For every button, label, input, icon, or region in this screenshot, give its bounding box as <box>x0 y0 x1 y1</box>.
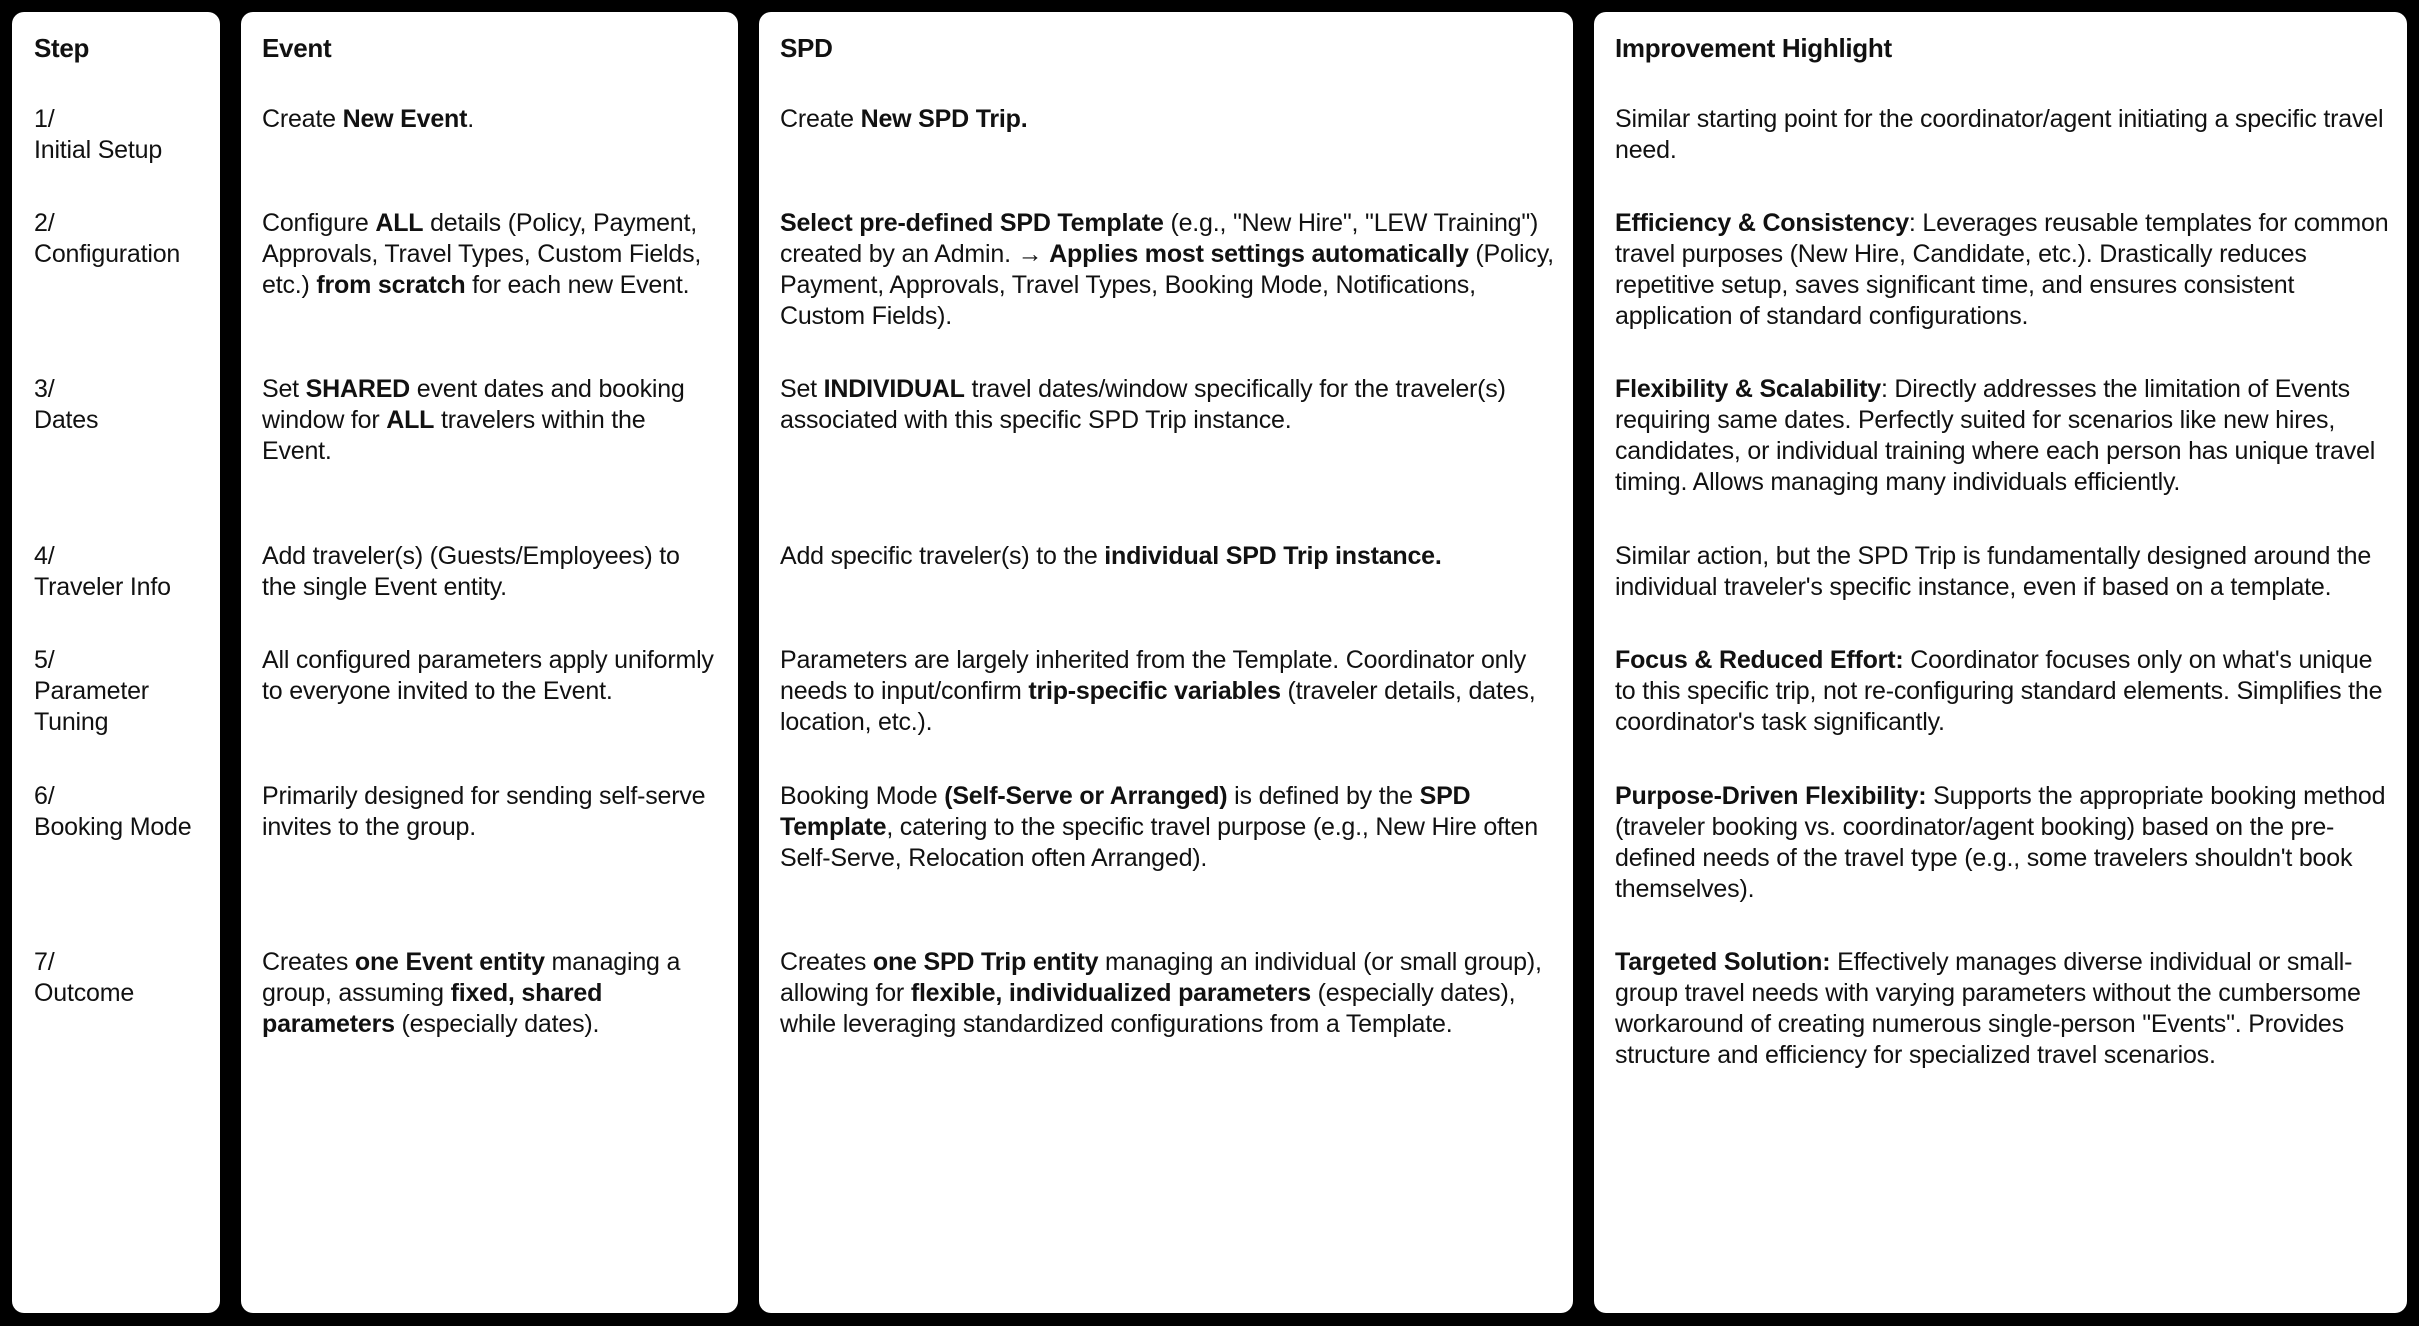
text: Creates <box>780 948 873 976</box>
text: for each new Event. <box>465 271 690 299</box>
bold-text: (Self-Serve or Arranged) <box>944 782 1228 810</box>
event-cell <box>262 104 720 135</box>
text: Configure <box>262 209 376 237</box>
bold-text: Targeted Solution: <box>1615 948 1831 976</box>
step-line: Tuning <box>34 708 109 736</box>
step-line: Booking Mode <box>34 813 192 841</box>
bold-text: from scratch <box>316 271 466 299</box>
text: event dates and booking window for <box>262 375 685 434</box>
event-cell <box>262 947 720 1040</box>
text: Create <box>780 105 861 133</box>
bold-text: Select pre-defined SPD Template <box>780 209 1164 237</box>
bold-text: Focus & Reduced Effort: <box>1615 646 1904 674</box>
text: Effectively manages diverse individual or small-group travel needs with varying parameters without the cumbersome workaround of creating numerous single-person "Events". Provides structure and efficiency for specialized travel scenarios. <box>1615 948 2361 1069</box>
text: All configured parameters apply uniformly to everyone invited to the Event. <box>262 646 714 705</box>
bold-text: New SPD Trip. <box>860 105 1028 133</box>
spd-cell <box>780 541 1555 572</box>
bold-text: one SPD Trip entity <box>872 948 1099 976</box>
text: travelers within the Event. <box>262 406 646 465</box>
spd-cell <box>780 781 1555 874</box>
bold-text: SHARED <box>305 375 411 403</box>
text: travel dates/window specifically for the traveler(s) associated with this specific SPD Trip instance. <box>780 375 1506 434</box>
bold-text: Applies most settings automatically <box>1049 240 1469 268</box>
improvement-cell <box>1615 645 2390 738</box>
bold-text: ALL <box>386 406 435 434</box>
text: Set <box>780 375 824 403</box>
spd-cell <box>780 208 1555 332</box>
event-cell <box>262 781 720 843</box>
step-line: 3/ <box>34 375 55 403</box>
bold-text: SPD Template <box>780 782 1471 841</box>
step-line: 1/ <box>34 105 55 133</box>
bold-text: fixed, shared parameters <box>262 979 603 1038</box>
spd-cell <box>780 104 1555 135</box>
text: Primarily designed for sending self-serve invites to the group. <box>262 782 706 841</box>
bold-text: New Event <box>342 105 468 133</box>
text: : Leverages reusable templates for common travel purposes (New Hire, Candidate, etc.). Drastically reduces repetitive setup, saves significant time, and ensures consistent application of standard configurations. <box>1615 209 2389 330</box>
step-line: 6/ <box>34 782 55 810</box>
step-line: Outcome <box>34 979 135 1007</box>
text: (especially dates), while leveraging standardized configurations from a Template. <box>780 979 1516 1038</box>
text: Add specific traveler(s) to the <box>780 542 1105 570</box>
bold-text: Purpose-Driven Flexibility: <box>1615 782 1927 810</box>
text: (e.g., "New Hire", "LEW Training") created by an Admin. → <box>780 209 1539 268</box>
text: (Policy, Payment, Approvals, Travel Types, Booking Mode, Notifications, Custom Fields). <box>780 240 1554 330</box>
text: : Directly addresses the limitation of Events requiring same dates. Perfectly suited for scenarios like new hires, candidates, or individual training where each person has unique travel timing. Allows managing many individuals efficiently. <box>1615 375 2376 496</box>
text: Supports the appropriate booking method (traveler booking vs. coordinator/agent booking) based on the pre-defined needs of the travel type (e.g., some travelers shouldn't book themselves). <box>1615 782 2386 903</box>
text: Creates <box>262 948 355 976</box>
step-cell <box>34 208 214 270</box>
text: . <box>467 105 474 133</box>
step-header: Step <box>34 33 90 63</box>
text: Similar starting point for the coordinator/agent initiating a specific travel need. <box>1615 105 2384 164</box>
text: (especially dates). <box>394 1010 600 1038</box>
spd-cell <box>780 947 1555 1040</box>
step-cell <box>34 104 214 166</box>
bold-text: one Event entity <box>354 948 545 976</box>
text: Create <box>262 105 343 133</box>
improvement-cell <box>1615 374 2390 498</box>
bold-text: ALL <box>375 209 424 237</box>
event-cell <box>262 374 720 467</box>
text: details (Policy, Payment, Approvals, Travel Types, Custom Fields, etc.) <box>262 209 702 299</box>
event-cell <box>262 541 720 603</box>
bold-text: Efficiency & Consistency <box>1615 209 1909 237</box>
improvement-cell <box>1615 104 2390 166</box>
step-cell <box>34 541 214 603</box>
step-line: Traveler Info <box>34 573 171 601</box>
improvement-header: Improvement Highlight <box>1615 33 1892 63</box>
bold-text: individual SPD Trip instance. <box>1104 542 1442 570</box>
step-line: 2/ <box>34 209 55 237</box>
text: (traveler details, dates, location, etc.). <box>780 677 1536 736</box>
bold-text: Flexibility & Scalability <box>1615 375 1881 403</box>
text: managing a group, assuming <box>262 948 681 1007</box>
text: Set <box>262 375 306 403</box>
spd-cell <box>780 374 1555 436</box>
improvement-cell <box>1615 947 2390 1071</box>
spd-header: SPD <box>780 33 833 63</box>
bold-text: INDIVIDUAL <box>823 375 965 403</box>
bold-text: trip-specific variables <box>1028 677 1281 705</box>
text: Booking Mode <box>780 782 945 810</box>
step-cell <box>34 781 214 843</box>
improvement-cell <box>1615 781 2390 905</box>
step-line: Initial Setup <box>34 136 163 164</box>
step-line: Dates <box>34 406 99 434</box>
event-cell <box>262 208 720 301</box>
step-line: Parameter <box>34 677 149 705</box>
step-line: 4/ <box>34 542 55 570</box>
step-cell <box>34 374 214 436</box>
step-line: Configuration <box>34 240 181 268</box>
improvement-cell <box>1615 208 2390 332</box>
text: managing an individual (or small group), allowing for <box>780 948 1542 1007</box>
step-cell <box>34 645 214 738</box>
spd-cell <box>780 645 1555 738</box>
text: Parameters are largely inherited from the Template. Coordinator only needs to input/confirm <box>780 646 1527 705</box>
text: Add traveler(s) (Guests/Employees) to the single Event entity. <box>262 542 680 601</box>
step-line: 5/ <box>34 646 55 674</box>
improvement-cell <box>1615 541 2390 603</box>
text: Similar action, but the SPD Trip is fundamentally designed around the individual traveler's specific instance, even if based on a template. <box>1615 542 2372 601</box>
bold-text: flexible, individualized parameters <box>910 979 1311 1007</box>
step-cell <box>34 947 214 1009</box>
text: , catering to the specific travel purpose (e.g., New Hire often Self-Serve, Relocation often Arranged). <box>780 813 1538 872</box>
event-cell <box>262 645 720 707</box>
event-header: Event <box>262 33 332 63</box>
step-line: 7/ <box>34 948 55 976</box>
text: is defined by the <box>1227 782 1420 810</box>
text: Coordinator focuses only on what's unique to this specific trip, not re-configuring standard elements. Simplifies the coordinator's task significantly. <box>1615 646 2383 736</box>
